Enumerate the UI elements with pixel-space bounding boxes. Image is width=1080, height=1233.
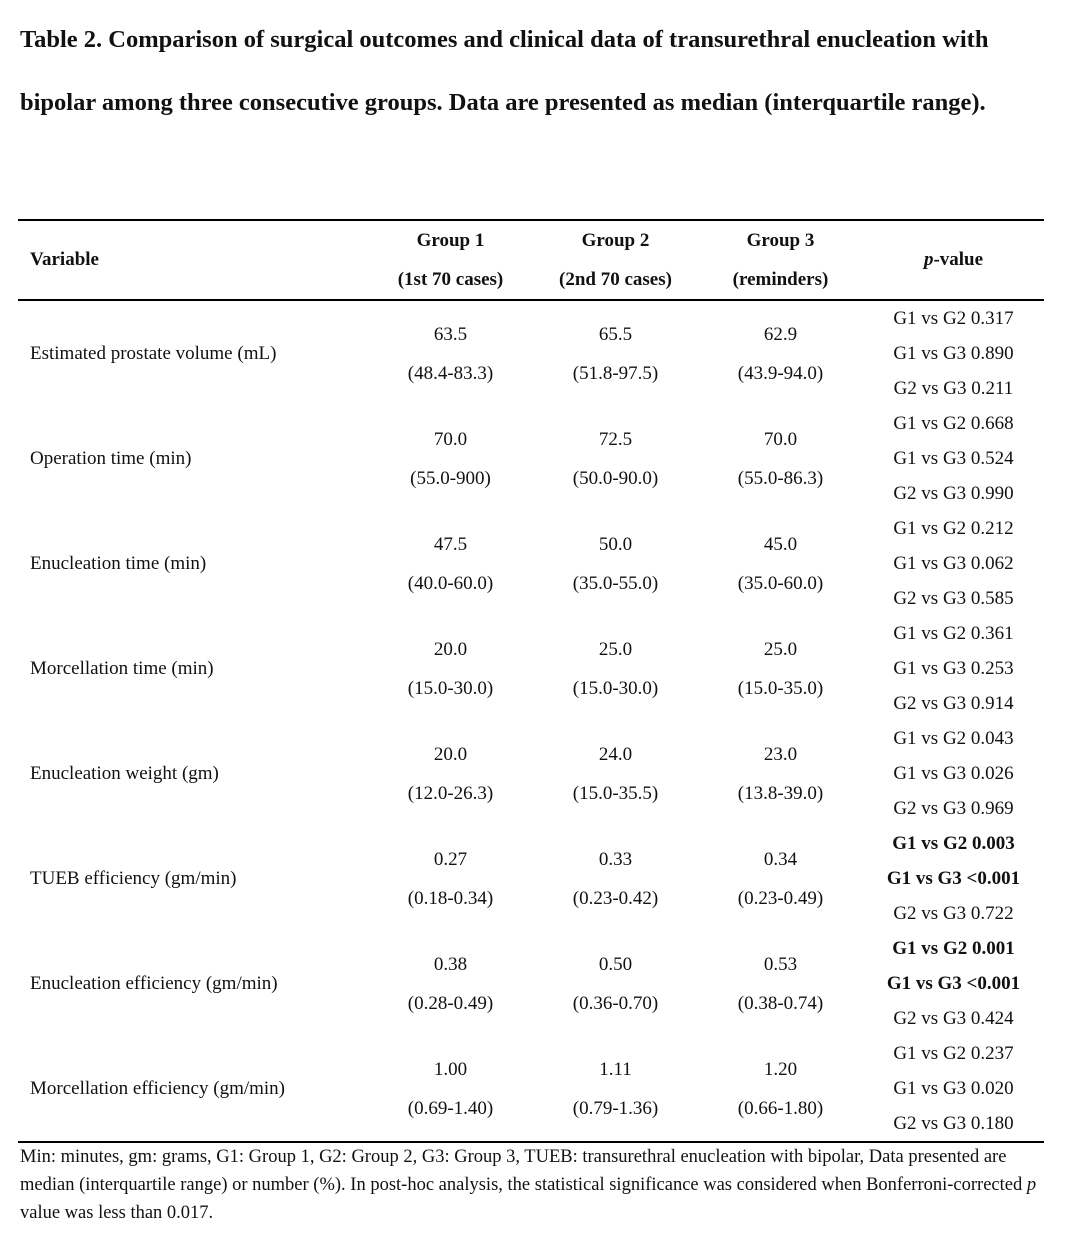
pvalue-comparison: G1 vs G3 0.062 xyxy=(893,553,1014,574)
pvalue-cell xyxy=(863,931,1044,1036)
iqr-value: (15.0-35.0) xyxy=(737,677,824,699)
median-value: 1.11 xyxy=(599,1058,632,1080)
variable-cell: Enucleation time (min) xyxy=(30,552,207,574)
table-row xyxy=(18,826,1044,931)
group-1-value-cell xyxy=(368,300,533,406)
iqr-value: (40.0-60.0) xyxy=(407,572,494,594)
group-2-value-cell xyxy=(533,826,698,931)
group-3-value-cell xyxy=(698,406,863,511)
table-footnote xyxy=(20,1143,1050,1227)
median-value: 0.53 xyxy=(763,953,798,975)
median-value: 0.27 xyxy=(433,848,468,870)
median-value: 45.0 xyxy=(763,533,798,555)
pvalue-cell xyxy=(863,1036,1044,1142)
pvalue-cell xyxy=(863,721,1044,826)
median-value: 24.0 xyxy=(598,743,633,765)
group-2-value-cell xyxy=(533,616,698,721)
header-group-2-sub: (2nd 70 cases) xyxy=(559,269,672,290)
group-2-value-cell xyxy=(533,511,698,616)
pvalue-cell xyxy=(863,300,1044,406)
table-row xyxy=(18,511,1044,616)
header-group-2 xyxy=(533,220,698,300)
iqr-value: (0.69-1.40) xyxy=(407,1097,494,1119)
median-value: 20.0 xyxy=(433,743,468,765)
results-table xyxy=(18,219,1044,1143)
table-body xyxy=(18,300,1044,1142)
header-group-3-name: Group 3 xyxy=(746,230,815,251)
median-value: 0.33 xyxy=(598,848,633,870)
header-pvalue-rest: -value xyxy=(933,249,984,270)
group-3-value-cell xyxy=(698,616,863,721)
pvalue-comparison: G1 vs G2 0.361 xyxy=(893,623,1014,644)
group-1-value-cell xyxy=(368,721,533,826)
footnote-p-italic: p xyxy=(1026,1175,1037,1195)
header-group-2-name: Group 2 xyxy=(581,230,650,251)
pvalue-comparison: G1 vs G3 0.890 xyxy=(893,343,1014,364)
header-row xyxy=(18,220,1044,300)
header-group-1-sub: (1st 70 cases) xyxy=(397,269,504,290)
iqr-value: (0.18-0.34) xyxy=(407,887,494,909)
iqr-value: (48.4-83.3) xyxy=(407,362,494,384)
iqr-value: (15.0-30.0) xyxy=(407,677,494,699)
iqr-value: (51.8-97.5) xyxy=(572,362,659,384)
group-1-value-cell xyxy=(368,931,533,1036)
pvalue-cell xyxy=(863,616,1044,721)
pvalue-comparison: G1 vs G3 <0.001 xyxy=(886,868,1021,889)
group-3-value-cell xyxy=(698,1036,863,1142)
group-3-value-cell xyxy=(698,511,863,616)
median-value: 20.0 xyxy=(433,638,468,660)
iqr-value: (0.79-1.36) xyxy=(572,1097,659,1119)
group-1-value-cell xyxy=(368,616,533,721)
median-value: 25.0 xyxy=(598,638,633,660)
variable-cell: Morcellation time (min) xyxy=(30,657,214,679)
pvalue-cell xyxy=(863,826,1044,931)
table-row xyxy=(18,1036,1044,1142)
median-value: 65.5 xyxy=(598,323,633,345)
header-pvalue-italic: p xyxy=(923,249,934,270)
table-row xyxy=(18,616,1044,721)
header-pvalue xyxy=(863,220,1044,300)
group-3-value-cell xyxy=(698,300,863,406)
iqr-value: (55.0-86.3) xyxy=(737,467,824,489)
pvalue-comparison: G1 vs G3 <0.001 xyxy=(886,973,1021,994)
pvalue-comparison: G1 vs G3 0.253 xyxy=(893,658,1014,679)
header-group-1 xyxy=(368,220,533,300)
variable-cell: Estimated prostate volume (mL) xyxy=(30,342,277,364)
pvalue-comparison: G2 vs G3 0.990 xyxy=(893,483,1014,504)
footnote-text-2: value was less than 0.017. xyxy=(20,1203,214,1223)
table-row xyxy=(18,931,1044,1036)
pvalue-comparison: G1 vs G3 0.524 xyxy=(893,448,1014,469)
iqr-value: (0.36-0.70) xyxy=(572,992,659,1014)
median-value: 63.5 xyxy=(433,323,468,345)
pvalue-comparison: G1 vs G2 0.317 xyxy=(893,308,1014,329)
pvalue-comparison: G1 vs G2 0.237 xyxy=(893,1043,1014,1064)
iqr-value: (13.8-39.0) xyxy=(737,782,824,804)
pvalue-comparison: G2 vs G3 0.722 xyxy=(893,903,1014,924)
median-value: 0.38 xyxy=(433,953,468,975)
median-value: 25.0 xyxy=(763,638,798,660)
median-value: 0.50 xyxy=(598,953,633,975)
iqr-value: (35.0-60.0) xyxy=(737,572,824,594)
iqr-value: (50.0-90.0) xyxy=(572,467,659,489)
variable-cell: Enucleation weight (gm) xyxy=(30,762,219,784)
group-1-value-cell xyxy=(368,406,533,511)
header-group-1-name: Group 1 xyxy=(416,230,485,251)
group-2-value-cell xyxy=(533,300,698,406)
iqr-value: (0.23-0.42) xyxy=(572,887,659,909)
pvalue-comparison: G1 vs G2 0.668 xyxy=(893,413,1014,434)
group-3-value-cell xyxy=(698,826,863,931)
iqr-value: (0.28-0.49) xyxy=(407,992,494,1014)
group-1-value-cell xyxy=(368,1036,533,1142)
pvalue-comparison: G2 vs G3 0.424 xyxy=(893,1008,1014,1029)
median-value: 70.0 xyxy=(763,428,798,450)
iqr-value: (15.0-35.5) xyxy=(572,782,659,804)
variable-cell: Morcellation efficiency (gm/min) xyxy=(30,1077,286,1099)
group-1-value-cell xyxy=(368,511,533,616)
header-group-3 xyxy=(698,220,863,300)
pvalue-cell xyxy=(863,406,1044,511)
median-value: 0.34 xyxy=(763,848,798,870)
header-variable: Variable xyxy=(18,220,368,300)
iqr-value: (55.0-900) xyxy=(410,467,491,489)
median-value: 1.20 xyxy=(763,1058,798,1080)
iqr-value: (15.0-30.0) xyxy=(572,677,659,699)
table-row xyxy=(18,300,1044,406)
footnote-text-1: Min: minutes, gm: grams, G1: Group 1, G2: Group 2, G3: Group 3, TUEB: transurethral enucleation with bipolar, Data presented are median (interquartile range) or number (%). In post-hoc analysis, the statistical significance was considered when Bonferroni-corrected xyxy=(20,1147,1027,1195)
median-value: 62.9 xyxy=(763,323,798,345)
pvalue-comparison: G2 vs G3 0.180 xyxy=(893,1113,1014,1134)
iqr-value: (0.23-0.49) xyxy=(737,887,824,909)
iqr-value: (0.38-0.74) xyxy=(737,992,824,1014)
pvalue-comparison: G1 vs G2 0.003 xyxy=(892,833,1015,854)
pvalue-comparison: G1 vs G2 0.043 xyxy=(893,728,1014,749)
pvalue-comparison: G1 vs G3 0.020 xyxy=(893,1078,1014,1099)
pvalue-comparison: G1 vs G2 0.001 xyxy=(892,938,1015,959)
pvalue-comparison: G1 vs G3 0.026 xyxy=(893,763,1014,784)
iqr-value: (35.0-55.0) xyxy=(572,572,659,594)
median-value: 1.00 xyxy=(433,1058,468,1080)
variable-cell: Operation time (min) xyxy=(30,447,192,469)
median-value: 72.5 xyxy=(598,428,633,450)
table-row xyxy=(18,406,1044,511)
pvalue-cell xyxy=(863,511,1044,616)
group-2-value-cell xyxy=(533,1036,698,1142)
table-row xyxy=(18,721,1044,826)
group-2-value-cell xyxy=(533,931,698,1036)
header-group-3-sub: (reminders) xyxy=(732,269,829,290)
median-value: 23.0 xyxy=(763,743,798,765)
group-2-value-cell xyxy=(533,721,698,826)
iqr-value: (0.66-1.80) xyxy=(737,1097,824,1119)
pvalue-comparison: G1 vs G2 0.212 xyxy=(893,518,1014,539)
median-value: 50.0 xyxy=(598,533,633,555)
variable-cell: TUEB efficiency (gm/min) xyxy=(30,867,237,889)
iqr-value: (43.9-94.0) xyxy=(737,362,824,384)
group-3-value-cell xyxy=(698,721,863,826)
pvalue-comparison: G2 vs G3 0.211 xyxy=(893,378,1014,399)
group-3-value-cell xyxy=(698,931,863,1036)
pvalue-comparison: G2 vs G3 0.585 xyxy=(893,588,1014,609)
median-value: 70.0 xyxy=(433,428,468,450)
table-caption: Table 2. Comparison of surgical outcomes and clinical data of transurethral enucleation with bipolar among three consecutive groups. Data are presented as median (interquartile range). xyxy=(20,26,989,116)
pvalue-comparison: G2 vs G3 0.914 xyxy=(893,693,1014,714)
group-2-value-cell xyxy=(533,406,698,511)
pvalue-comparison: G2 vs G3 0.969 xyxy=(893,798,1014,819)
iqr-value: (12.0-26.3) xyxy=(407,782,494,804)
variable-cell: Enucleation efficiency (gm/min) xyxy=(30,972,278,994)
median-value: 47.5 xyxy=(433,533,468,555)
group-1-value-cell xyxy=(368,826,533,931)
